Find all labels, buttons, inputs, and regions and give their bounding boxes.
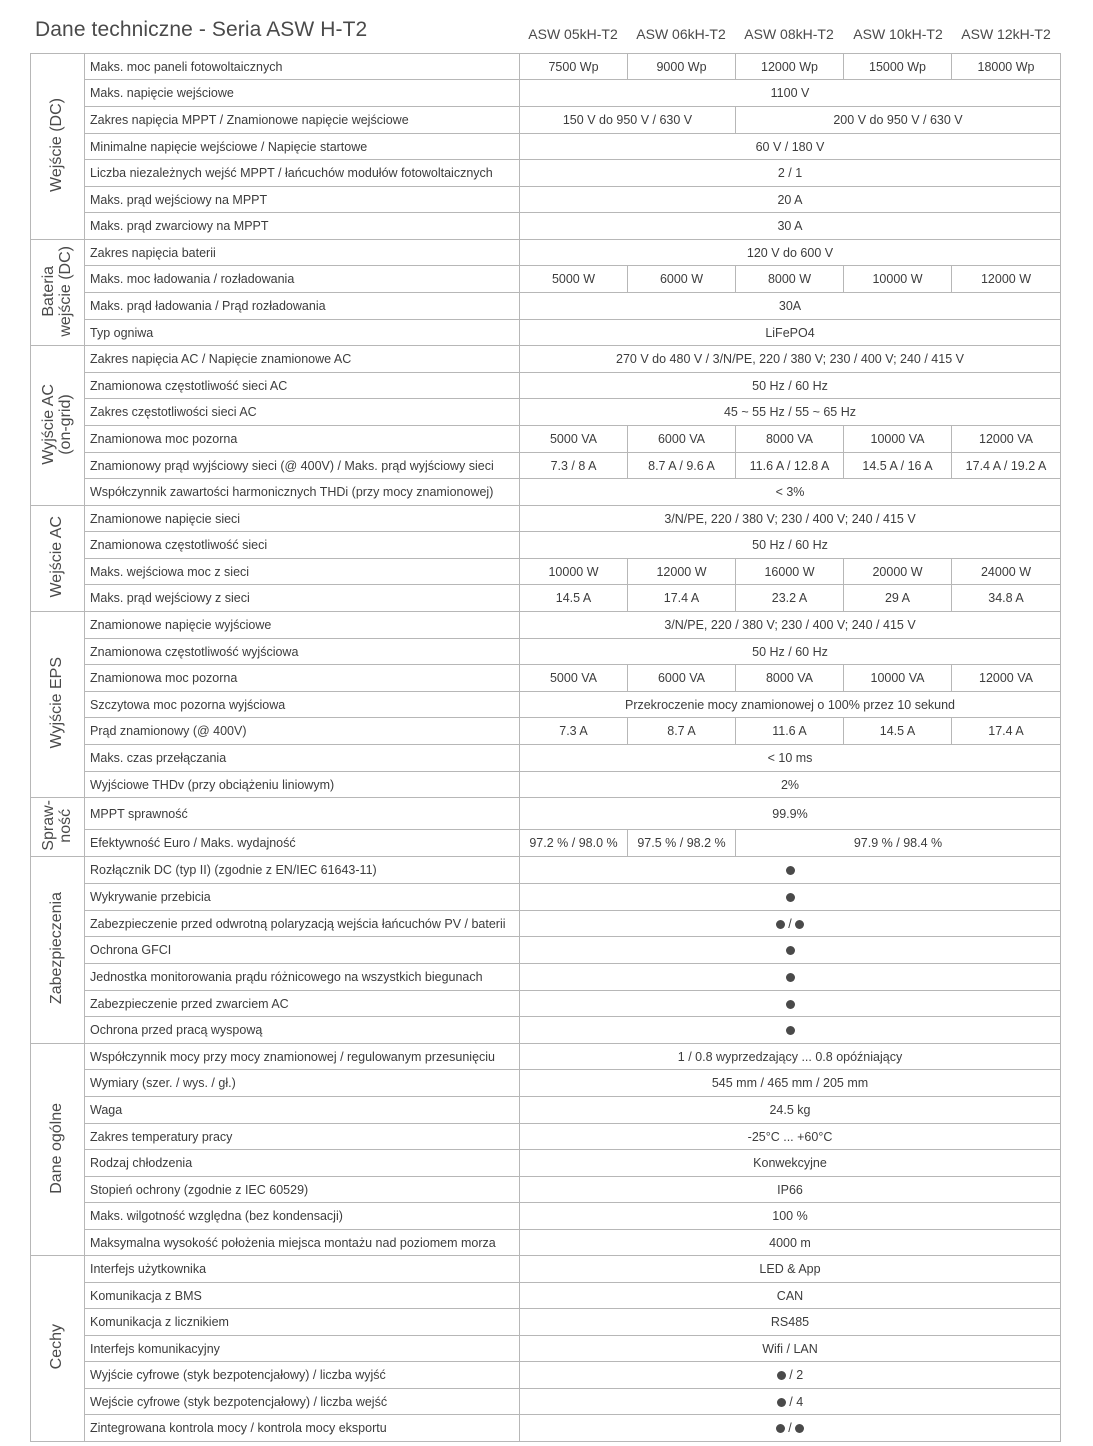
spec-value: 20000 W	[844, 559, 952, 585]
spec-value	[520, 1017, 1061, 1044]
section-label: Wejście AC	[48, 516, 66, 598]
spec-label: Maks. czas przełączania	[85, 745, 520, 772]
spec-label: Ochrona GFCI	[85, 937, 520, 964]
spec-row	[31, 1177, 1061, 1203]
spec-value: /	[520, 1415, 1061, 1442]
spec-value: 50 Hz / 60 Hz	[520, 639, 1061, 665]
spec-label: Znamionowa częstotliwość sieci	[85, 532, 520, 559]
spec-value: 545 mm / 465 mm / 205 mm	[520, 1070, 1061, 1097]
spec-label: Maks. napięcie wejściowe	[85, 80, 520, 107]
spec-label: Zakres częstotliwości sieci AC	[85, 399, 520, 426]
spec-label: Znamionowa częstotliwość wyjściowa	[85, 639, 520, 665]
spec-label: Współczynnik mocy przy mocy znamionowej / regulowanym przesunięciu	[85, 1044, 520, 1070]
model-header: ASW 05kH-T2	[528, 26, 618, 42]
spec-value: /	[520, 911, 1061, 937]
spec-label: Zakres temperatury pracy	[85, 1124, 520, 1150]
spec-value: 4000 m	[520, 1230, 1061, 1256]
spec-row	[31, 1256, 1061, 1283]
bullet-dot-icon	[795, 1424, 804, 1433]
spec-value: 5000 VA	[520, 426, 628, 453]
spec-value: 1 / 0.8 wyprzedzający ... 0.8 opóźniający	[520, 1044, 1061, 1070]
spec-value: RS485	[520, 1309, 1061, 1336]
spec-label: Znamionowy prąd wyjściowy sieci (@ 400V) / Maks. prąd wyjściowy sieci	[85, 453, 520, 479]
bullet-dot-icon	[776, 920, 785, 929]
section-label-cell	[31, 506, 85, 612]
spec-label: Znamionowe napięcie wyjściowe	[85, 612, 520, 639]
bullet-dot-icon	[786, 1026, 795, 1035]
spec-value: 12000 W	[952, 266, 1061, 293]
spec-label: Szczytowa moc pozorna wyjściowa	[85, 692, 520, 718]
spec-label: Maks. wilgotność względna (bez kondensacji)	[85, 1203, 520, 1230]
spec-value: Przekroczenie mocy znamionowej o 100% przez 10 sekund	[520, 692, 1061, 718]
spec-value: 50 Hz / 60 Hz	[520, 532, 1061, 559]
spec-value: -25°C ... +60°C	[520, 1124, 1061, 1150]
spec-value: 7500 Wp	[520, 54, 628, 80]
spec-row	[31, 293, 1061, 320]
spec-row	[31, 857, 1061, 884]
spec-value	[520, 884, 1061, 911]
spec-value: 24000 W	[952, 559, 1061, 585]
page-title: Dane techniczne - Seria ASW H-T2	[35, 18, 368, 41]
spec-label: Znamionowa częstotliwość sieci AC	[85, 373, 520, 399]
spec-row	[31, 453, 1061, 479]
spec-value: / 4	[520, 1389, 1061, 1415]
spec-row	[31, 134, 1061, 160]
spec-value: 270 V do 480 V / 3/N/PE, 220 / 380 V; 230 / 400 V; 240 / 415 V	[520, 346, 1061, 373]
spec-label: Waga	[85, 1097, 520, 1124]
spec-value: 8000 VA	[736, 665, 844, 692]
spec-label: Komunikacja z BMS	[85, 1283, 520, 1309]
spec-value: 12000 Wp	[736, 54, 844, 80]
spec-row	[31, 585, 1061, 612]
spec-row	[31, 1150, 1061, 1177]
spec-value: / 2	[520, 1362, 1061, 1389]
spec-row	[31, 506, 1061, 532]
spec-row	[31, 1362, 1061, 1389]
spec-label: Zakres napięcia AC / Napięcie znamionowe AC	[85, 346, 520, 373]
spec-label: Rodzaj chłodzenia	[85, 1150, 520, 1177]
spec-label: Stopień ochrony (zgodnie z IEC 60529)	[85, 1177, 520, 1203]
spec-row	[31, 107, 1061, 134]
spec-value: 18000 Wp	[952, 54, 1061, 80]
model-header: ASW 08kH-T2	[744, 26, 834, 42]
spec-row	[31, 1336, 1061, 1362]
spec-row	[31, 160, 1061, 187]
spec-row	[31, 991, 1061, 1017]
spec-row	[31, 830, 1061, 857]
spec-row	[31, 399, 1061, 426]
spec-row	[31, 1124, 1061, 1150]
spec-label: Znamionowa moc pozorna	[85, 665, 520, 692]
spec-value: 30A	[520, 293, 1061, 320]
spec-value: 34.8 A	[952, 585, 1061, 612]
spec-value: 8.7 A	[628, 718, 736, 745]
spec-row	[31, 559, 1061, 585]
section-label-cell	[31, 1044, 85, 1256]
spec-value: 9000 Wp	[628, 54, 736, 80]
spec-value: Konwekcyjne	[520, 1150, 1061, 1177]
bullet-dot-icon	[777, 1371, 786, 1380]
spec-value: 3/N/PE, 220 / 380 V; 230 / 400 V; 240 / 415 V	[520, 612, 1061, 639]
spec-label: Zakres napięcia MPPT / Znamionowe napięcie wejściowe	[85, 107, 520, 134]
section-label-cell	[31, 240, 85, 346]
spec-row	[31, 1230, 1061, 1256]
spec-value: 200 V do 950 V / 630 V	[736, 107, 1061, 134]
spec-row	[31, 532, 1061, 559]
spec-value: 17.4 A	[628, 585, 736, 612]
bullet-dot-icon	[795, 920, 804, 929]
spec-label: Współczynnik zawartości harmonicznych THDi (przy mocy znamionowej)	[85, 479, 520, 506]
spec-label: Maks. wejściowa moc z sieci	[85, 559, 520, 585]
spec-label: Maks. moc paneli fotowoltaicznych	[85, 54, 520, 80]
spec-value: CAN	[520, 1283, 1061, 1309]
spec-row	[31, 320, 1061, 346]
spec-label: Interfejs użytkownika	[85, 1256, 520, 1283]
spec-value: 8000 VA	[736, 426, 844, 453]
spec-row	[31, 187, 1061, 213]
spec-label: Komunikacja z licznikiem	[85, 1309, 520, 1336]
spec-value: 10000 W	[844, 266, 952, 293]
section-label-cell	[31, 1256, 85, 1442]
spec-value: 12000 W	[628, 559, 736, 585]
spec-value: 97.5 % / 98.2 %	[628, 830, 736, 857]
spec-value: 6000 VA	[628, 665, 736, 692]
spec-row	[31, 964, 1061, 991]
spec-row	[31, 1309, 1061, 1336]
spec-row	[31, 745, 1061, 772]
spec-value: 17.4 A	[952, 718, 1061, 745]
spec-value: 6000 VA	[628, 426, 736, 453]
spec-row	[31, 1283, 1061, 1309]
spec-row	[31, 54, 1061, 80]
spec-label: Maks. prąd wejściowy z sieci	[85, 585, 520, 612]
spec-row	[31, 346, 1061, 373]
spec-value: 10000 VA	[844, 665, 952, 692]
section-label: Wyjście EPS	[48, 657, 66, 749]
section-label-cell	[31, 54, 85, 240]
spec-row	[31, 718, 1061, 745]
spec-row	[31, 213, 1061, 240]
section-label-cell	[31, 612, 85, 798]
spec-value: 14.5 A	[844, 718, 952, 745]
spec-label: Maks. prąd ładowania / Prąd rozładowania	[85, 293, 520, 320]
spec-label: Znamionowa moc pozorna	[85, 426, 520, 453]
spec-value: 8000 W	[736, 266, 844, 293]
spec-row	[31, 1415, 1061, 1442]
spec-value: LiFePO4	[520, 320, 1061, 346]
spec-value: Wifi / LAN	[520, 1336, 1061, 1362]
spec-value: 11.6 A	[736, 718, 844, 745]
spec-value: 17.4 A / 19.2 A	[952, 453, 1061, 479]
spec-row	[31, 937, 1061, 964]
bullet-dot-icon	[786, 973, 795, 982]
spec-value: 5000 VA	[520, 665, 628, 692]
spec-row	[31, 692, 1061, 718]
section-label: Wejście (DC)	[48, 98, 66, 192]
spec-value	[520, 964, 1061, 991]
spec-value: 16000 W	[736, 559, 844, 585]
spec-value: 15000 Wp	[844, 54, 952, 80]
section-label: Spraw- ność	[39, 800, 74, 851]
spec-value: 7.3 / 8 A	[520, 453, 628, 479]
spec-value: 100 %	[520, 1203, 1061, 1230]
spec-value: 10000 VA	[844, 426, 952, 453]
spec-label: Maks. prąd wejściowy na MPPT	[85, 187, 520, 213]
spec-row	[31, 1389, 1061, 1415]
spec-label: Liczba niezależnych wejść MPPT / łańcuchów modułów fotowoltaicznych	[85, 160, 520, 187]
spec-label: Minimalne napięcie wejściowe / Napięcie startowe	[85, 134, 520, 160]
spec-value: 24.5 kg	[520, 1097, 1061, 1124]
spec-value: 20 A	[520, 187, 1061, 213]
spec-value: 1100 V	[520, 80, 1061, 107]
spec-value: 10000 W	[520, 559, 628, 585]
spec-label: Typ ogniwa	[85, 320, 520, 346]
spec-value: 99.9%	[520, 798, 1061, 830]
spec-label: Znamionowe napięcie sieci	[85, 506, 520, 532]
spec-label: Ochrona przed pracą wyspową	[85, 1017, 520, 1044]
spec-label: Zintegrowana kontrola mocy / kontrola mocy eksportu	[85, 1415, 520, 1442]
spec-row	[31, 426, 1061, 453]
section-label: Wyjście AC (on-grid)	[39, 383, 74, 465]
spec-value: IP66	[520, 1177, 1061, 1203]
spec-label: Jednostka monitorowania prądu różnicowego na wszystkich biegunach	[85, 964, 520, 991]
spec-value: 12000 VA	[952, 426, 1061, 453]
bullet-dot-icon	[786, 1000, 795, 1009]
spec-value: 60 V / 180 V	[520, 134, 1061, 160]
spec-value: 12000 VA	[952, 665, 1061, 692]
spec-label: Wyjściowe THDv (przy obciążeniu liniowym)	[85, 772, 520, 798]
spec-row	[31, 240, 1061, 266]
spec-value: 29 A	[844, 585, 952, 612]
spec-row	[31, 772, 1061, 798]
spec-value: 14.5 A / 16 A	[844, 453, 952, 479]
spec-row	[31, 479, 1061, 506]
spec-row	[31, 639, 1061, 665]
spec-row	[31, 373, 1061, 399]
bullet-dot-icon	[786, 893, 795, 902]
spec-row	[31, 1044, 1061, 1070]
model-header: ASW 06kH-T2	[636, 26, 726, 42]
spec-label: Maks. moc ładowania / rozładowania	[85, 266, 520, 293]
spec-value: 11.6 A / 12.8 A	[736, 453, 844, 479]
spec-value: 8.7 A / 9.6 A	[628, 453, 736, 479]
spec-value: 3/N/PE, 220 / 380 V; 230 / 400 V; 240 / 415 V	[520, 506, 1061, 532]
spec-value	[520, 937, 1061, 964]
spec-label: Maks. prąd zwarciowy na MPPT	[85, 213, 520, 240]
spec-row	[31, 884, 1061, 911]
spec-value: 120 V do 600 V	[520, 240, 1061, 266]
model-header: ASW 12kH-T2	[961, 26, 1051, 42]
spec-row	[31, 1203, 1061, 1230]
spec-label: Maksymalna wysokość położenia miejsca montażu nad poziomem morza	[85, 1230, 520, 1256]
section-label: Cechy	[48, 1324, 66, 1370]
spec-value: 23.2 A	[736, 585, 844, 612]
spec-value: 14.5 A	[520, 585, 628, 612]
spec-label: Prąd znamionowy (@ 400V)	[85, 718, 520, 745]
model-header: ASW 10kH-T2	[853, 26, 943, 42]
spec-value: 7.3 A	[520, 718, 628, 745]
spec-value: 5000 W	[520, 266, 628, 293]
bullet-dot-icon	[786, 866, 795, 875]
spec-value: LED & App	[520, 1256, 1061, 1283]
spec-label: Efektywność Euro / Maks. wydajność	[85, 830, 520, 857]
section-label-cell	[31, 798, 85, 857]
spec-value: < 10 ms	[520, 745, 1061, 772]
spec-row	[31, 1070, 1061, 1097]
spec-value: 97.2 % / 98.0 %	[520, 830, 628, 857]
spec-table	[30, 53, 1061, 1442]
spec-row	[31, 911, 1061, 937]
spec-value: 50 Hz / 60 Hz	[520, 373, 1061, 399]
bullet-dot-icon	[776, 1424, 785, 1433]
spec-label: Zabezpieczenie przed zwarciem AC	[85, 991, 520, 1017]
spec-value: 150 V do 950 V / 630 V	[520, 107, 736, 134]
spec-row	[31, 665, 1061, 692]
section-label-cell	[31, 346, 85, 506]
spec-label: Zabezpieczenie przed odwrotną polaryzacją wejścia łańcuchów PV / baterii	[85, 911, 520, 937]
bullet-dot-icon	[777, 1398, 786, 1407]
section-label: Dane ogólne	[48, 1102, 66, 1194]
spec-value	[520, 857, 1061, 884]
spec-value	[520, 991, 1061, 1017]
spec-value: < 3%	[520, 479, 1061, 506]
spec-value: 97.9 % / 98.4 %	[736, 830, 1061, 857]
bullet-dot-icon	[786, 946, 795, 955]
spec-row	[31, 798, 1061, 830]
spec-row	[31, 1017, 1061, 1044]
spec-label: MPPT sprawność	[85, 798, 520, 830]
spec-label: Zakres napięcia baterii	[85, 240, 520, 266]
spec-value: 30 A	[520, 213, 1061, 240]
spec-value: 2%	[520, 772, 1061, 798]
spec-value: 2 / 1	[520, 160, 1061, 187]
spec-label: Rozłącznik DC (typ II) (zgodnie z EN/IEC 61643-11)	[85, 857, 520, 884]
spec-row	[31, 1097, 1061, 1124]
spec-value: 45 ~ 55 Hz / 55 ~ 65 Hz	[520, 399, 1061, 426]
spec-label: Wyjście cyfrowe (styk bezpotencjałowy) / liczba wyjść	[85, 1362, 520, 1389]
section-label-cell	[31, 857, 85, 1044]
spec-label: Wymiary (szer. / wys. / gł.)	[85, 1070, 520, 1097]
spec-row	[31, 80, 1061, 107]
section-label: Bateria wejście (DC)	[39, 245, 74, 337]
spec-row	[31, 266, 1061, 293]
spec-label: Interfejs komunikacyjny	[85, 1336, 520, 1362]
spec-row	[31, 612, 1061, 639]
spec-value: 6000 W	[628, 266, 736, 293]
spec-label: Wykrywanie przebicia	[85, 884, 520, 911]
spec-label: Wejście cyfrowe (styk bezpotencjałowy) / liczba wejść	[85, 1389, 520, 1415]
section-label: Zabezpieczenia	[48, 892, 66, 1005]
